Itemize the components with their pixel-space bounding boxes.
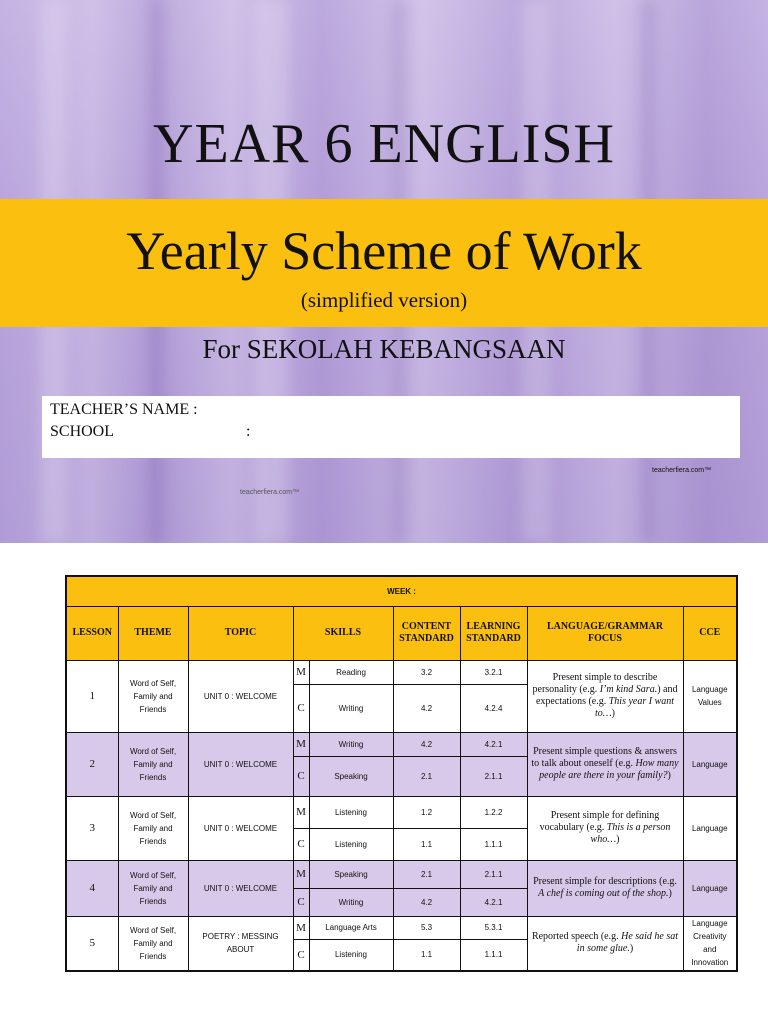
m-skill: Language Arts	[309, 916, 393, 939]
skills-header: SKILLS	[293, 606, 393, 660]
c-skill: Writing	[309, 888, 393, 916]
topic-cell: UNIT 0 : WELCOME	[188, 732, 293, 796]
grammar-focus-text: Present simple for defining vocabulary (e.g.	[539, 810, 660, 833]
c-learning-standard: 4.2.4	[460, 684, 527, 732]
c-skill: Listening	[309, 939, 393, 971]
m-learning-standard: 3.2.1	[460, 660, 527, 684]
topic-cell: UNIT 0 : WELCOME	[188, 860, 293, 916]
topic-header: TOPIC	[188, 606, 293, 660]
m-label: M	[293, 732, 309, 756]
grammar-focus-cell	[527, 916, 683, 971]
grammar-focus-text: How many people are there in your family?	[539, 758, 679, 781]
version-note: (simplified version)	[300, 288, 468, 312]
school-label-line	[50, 423, 251, 441]
cce-header: CCE	[683, 606, 737, 660]
document-subtitle: Yearly Scheme of Work	[126, 221, 642, 281]
c-content-standard: 1.1	[393, 939, 460, 971]
lesson-header: LESSON	[66, 606, 118, 660]
school-type-line: For SEKOLAH KEBANGSAAN	[202, 334, 566, 364]
topic-cell: POETRY : MESSING ABOUT	[188, 916, 293, 971]
topic-cell: UNIT 0 : WELCOME	[188, 796, 293, 860]
grammar-focus-text: )	[629, 943, 634, 955]
cce-cell: Language	[683, 796, 737, 860]
m-label: M	[293, 916, 309, 939]
m-learning-standard: 2.1.1	[460, 860, 527, 888]
school-colon: :	[246, 423, 251, 440]
m-content-standard: 3.2	[393, 660, 460, 684]
grammar-focus-text: He said he sat in some glue.	[576, 931, 679, 955]
grammar-focus-cell	[527, 860, 683, 916]
cce-cell: Language Creativity and Innovation	[683, 916, 737, 971]
lesson-number: 3	[66, 796, 118, 860]
grammar-focus-text: Present simple to describe personality (e.g.	[532, 672, 658, 695]
week-header: WEEK :	[66, 576, 737, 606]
c-skill: Speaking	[309, 756, 393, 796]
c-content-standard: 4.2	[393, 888, 460, 916]
m-skill: Reading	[309, 660, 393, 684]
lesson-number: 5	[66, 916, 118, 971]
grammar-focus-text: I’m kind Sara.	[599, 684, 658, 695]
grammar-focus-text: Reported speech (e.g.	[531, 931, 622, 943]
c-content-standard: 2.1	[393, 756, 460, 796]
grammar-focus-text: This is a person who…	[590, 822, 671, 845]
m-skill: Listening	[309, 796, 393, 828]
grammar-focus-text: )	[667, 770, 671, 781]
grammar-focus-cell	[527, 732, 683, 796]
m-content-standard: 1.2	[393, 796, 460, 828]
cce-cell: Language Values	[683, 660, 737, 732]
lesson-number: 2	[66, 732, 118, 796]
c-learning-standard: 1.1.1	[460, 828, 527, 860]
m-content-standard: 4.2	[393, 732, 460, 756]
cce-cell: Language	[683, 860, 737, 916]
theme-cell: Word of Self, Family and Friends	[118, 732, 188, 796]
m-content-standard: 2.1	[393, 860, 460, 888]
grammar-focus-text: Present simple for descriptions (e.g.	[533, 876, 677, 887]
c-label: C	[293, 684, 309, 732]
learning-standard-header: LEARNING STANDARD	[460, 606, 527, 660]
c-label: C	[293, 756, 309, 796]
lesson-number: 4	[66, 860, 118, 916]
m-skill: Writing	[309, 732, 393, 756]
grammar-focus-cell	[527, 660, 683, 732]
content-standard-header: CONTENT STANDARD	[393, 606, 460, 660]
lesson-rows	[66, 660, 737, 971]
c-learning-standard: 1.1.1	[460, 939, 527, 971]
m-label: M	[293, 660, 309, 684]
grammar-focus-text: A chef is coming out of the shop.	[538, 888, 669, 899]
watermark-left: teacherfiera.com™	[240, 489, 300, 496]
cce-cell: Language	[683, 732, 737, 796]
grammar-focus-text: )	[616, 834, 620, 845]
c-skill: Writing	[309, 684, 393, 732]
grammar-focus-cell	[527, 796, 683, 860]
topic-cell: UNIT 0 : WELCOME	[188, 660, 293, 732]
m-learning-standard: 4.2.1	[460, 732, 527, 756]
teacher-name-label: TEACHER’S NAME :	[50, 401, 198, 418]
grammar-focus-text: This year I want to…	[594, 696, 675, 719]
c-content-standard: 4.2	[393, 684, 460, 732]
m-learning-standard: 5.3.1	[460, 916, 527, 939]
teacher-info-box	[42, 396, 740, 458]
c-content-standard: 1.1	[393, 828, 460, 860]
grammar-focus-text: ) and expectations (e.g.	[535, 684, 678, 707]
m-learning-standard: 1.2.2	[460, 796, 527, 828]
theme-cell: Word of Self, Family and Friends	[118, 860, 188, 916]
c-label: C	[293, 828, 309, 860]
theme-cell: Word of Self, Family and Friends	[118, 796, 188, 860]
grammar-focus-text: Present simple questions & answers to talk about oneself (e.g.	[531, 746, 677, 769]
c-skill: Listening	[309, 828, 393, 860]
school-label: SCHOOL	[50, 423, 115, 440]
c-learning-standard: 2.1.1	[460, 756, 527, 796]
grammar-focus-text: )	[611, 708, 615, 719]
grammar-focus-text: )	[668, 888, 672, 899]
m-content-standard: 5.3	[393, 916, 460, 939]
lesson-number: 1	[66, 660, 118, 732]
c-label: C	[293, 888, 309, 916]
theme-header: THEME	[118, 606, 188, 660]
c-label: C	[293, 939, 309, 971]
theme-cell: Word of Self, Family and Friends	[118, 660, 188, 732]
scheme-of-work-table	[65, 575, 738, 972]
m-label: M	[293, 860, 309, 888]
document-title: YEAR 6 ENGLISH	[153, 113, 615, 175]
watermark-right: teacherfiera.com™	[652, 467, 712, 474]
m-label: M	[293, 796, 309, 828]
c-learning-standard: 4.2.1	[460, 888, 527, 916]
theme-cell: Word of Self, Family and Friends	[118, 916, 188, 971]
grammar-focus-header: LANGUAGE/GRAMMAR FOCUS	[527, 606, 683, 660]
m-skill: Speaking	[309, 860, 393, 888]
